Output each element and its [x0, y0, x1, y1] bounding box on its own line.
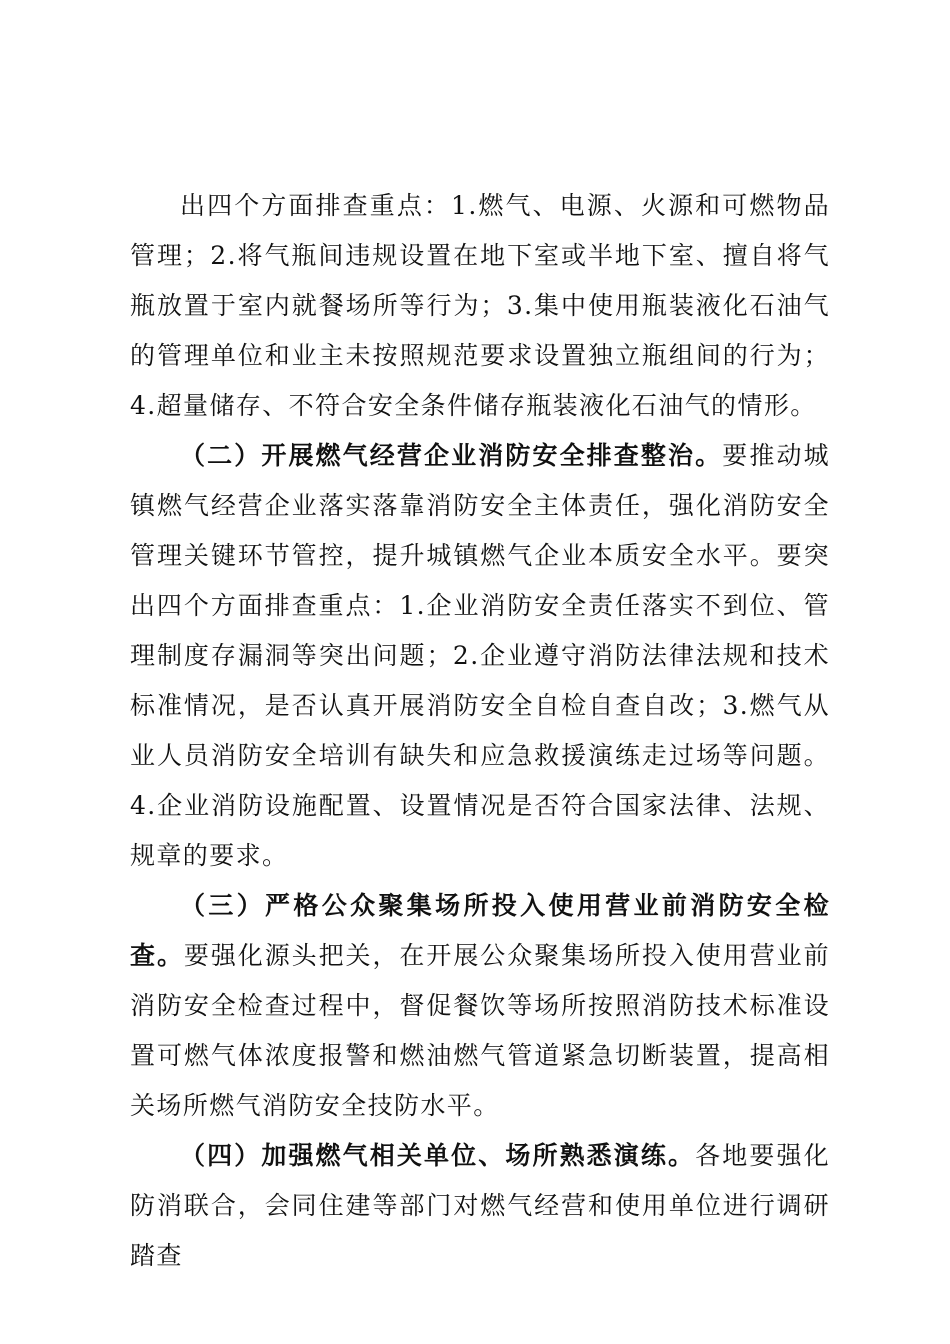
paragraph-section-4 — [130, 1131, 830, 1281]
paragraph-body: 要强化源头把关，在开展公众聚集场所投入使用营业前消防安全检查过程中，督促餐饮等场所按照消防技术标准设置可燃气体浓度报警和燃油燃气管道紧急切断装置，提高相关场所燃气消防安全技防水平。 — [130, 941, 830, 1120]
paragraph-section-3 — [130, 881, 830, 1131]
section-heading: （二）开展燃气经营企业消防安全排查整治。 — [180, 441, 723, 470]
paragraph-body: 要推动城镇燃气经营企业落实落靠消防安全主体责任，强化消防安全管理关键环节管控，提升城镇燃气企业本质安全水平。要突出四个方面排查重点：1.企业消防安全责任落实不到位、管理制度存漏洞等突出问题；2.企业遵守消防法律法规和技术标准情况，是否认真开展消防安全自检自查自改；3.燃气从业人员消防安全培训有缺失和应急救援演练走过场等问题。4.企业消防设施配置、设置情况是否符合国家法律、法规、规章的要求。 — [130, 441, 830, 870]
section-heading: （四）加强燃气相关单位、场所熟悉演练。 — [180, 1141, 696, 1170]
document-body — [130, 181, 830, 1281]
paragraph-section-2 — [130, 431, 830, 881]
section-heading: （三）严格公众聚集场所投入使用营业前消防安全检查。 — [130, 891, 830, 970]
paragraph-continuation — [130, 181, 830, 431]
paragraph-body: 各地要强化防消联合，会同住建等部门对燃气经营和使用单位进行调研踏查 — [130, 1141, 830, 1270]
paragraph-body: 出四个方面排查重点：1.燃气、电源、火源和可燃物品管理；2.将气瓶间违规设置在地下室或半地下室、擅自将气瓶放置于室内就餐场所等行为；3.集中使用瓶装液化石油气的管理单位和业主未按照规范要求设置独立瓶组间的行为；4.超量储存、不符合安全条件储存瓶装液化石油气的情形。 — [130, 191, 830, 420]
